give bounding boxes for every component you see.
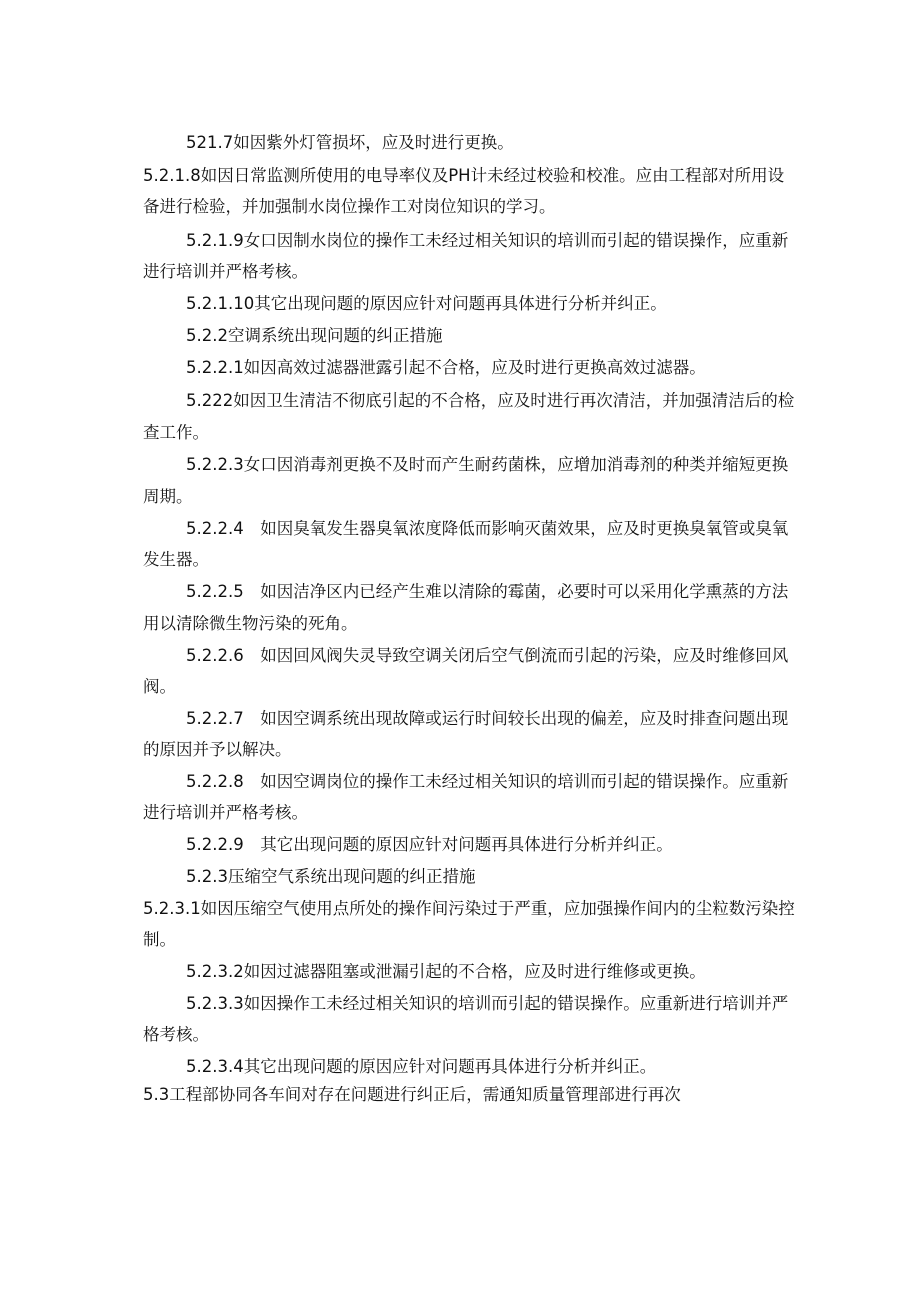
- text-line-5-2-2-5-cont: 用以清除微生物污染的死角。: [143, 614, 358, 633]
- text-line-5-2-2-6-cont: 阀。: [143, 677, 176, 696]
- text-line-5-2-3-1: 5.2.3.1如因压缩空气使用点所处的操作间污染过于严重，应加强操作间内的尘粒数污染控: [143, 899, 795, 918]
- text-line-5-2-2-7-cont: 的原因并予以解决。: [143, 740, 292, 759]
- text-line-5-2-3-3: 5.2.3.3如因操作工未经过相关知识的培训而引起的错误操作。应重新进行培训并严: [186, 994, 789, 1013]
- text-line-5-2-2-2: 5.222如因卫生清洁不彻底引起的不合格，应及时进行再次清洁，并加强清洁后的检: [186, 391, 795, 410]
- text-line-5-2-1-8-cont: 备进行检验，并加强制水岗位操作工对岗位知识的学习。: [143, 197, 556, 216]
- text-line-5-2-2-7: 5.2.2.7 如因空调系统出现故障或运行时间较长出现的偏差，应及时排查问题出现: [186, 709, 789, 728]
- text-line-5-2-1-9: 5.2.1.9女口因制水岗位的操作工未经过相关知识的培训而引起的错误操作，应重新: [186, 231, 789, 250]
- section-heading-5-2-3: 5.2.3压缩空气系统出现问题的纠正措施: [186, 867, 476, 886]
- text-line-5-2-2-6: 5.2.2.6 如因回风阀失灵导致空调关闭后空气倒流而引起的污染，应及时维修回风: [186, 646, 789, 665]
- text-line-5-2-2-8-cont: 进行培训并严格考核。: [143, 803, 308, 822]
- text-line-5-2-2-1: 5.2.2.1如因高效过滤器泄露引起不合格，应及时进行更换高效过滤器。: [186, 358, 706, 377]
- section-heading-5-2-2: 5.2.2空调系统出现问题的纠正措施: [186, 326, 443, 345]
- text-line-5-2-1-8: 5.2.1.8如因日常监测所使用的电导率仪及PH计未经过校验和校准。应由工程部对所用设: [143, 166, 785, 185]
- text-line-5-2-2-3: 5.2.2.3女口因消毒剂更换不及时而产生耐药菌株，应增加消毒剂的种类并缩短更换: [186, 455, 789, 474]
- text-line-5-2-1-10: 5.2.1.10其它出现问题的原因应针对问题再具体进行分析并纠正。: [186, 294, 667, 313]
- text-line-5-2-3-2: 5.2.3.2如因过滤器阻塞或泄漏引起的不合格，应及时进行维修或更换。: [186, 962, 706, 981]
- text-line-5-2-3-3-cont: 格考核。: [143, 1025, 209, 1044]
- text-line-5-2-3-4: 5.2.3.4其它出现问题的原因应针对问题再具体进行分析并纠正。: [186, 1057, 657, 1076]
- text-line-5-2-2-4-cont: 发生器。: [143, 550, 209, 569]
- text-line-5-2-1-9-cont: 进行培训并严格考核。: [143, 262, 308, 281]
- text-line-5-2-2-4: 5.2.2.4 如因臭氧发生器臭氧浓度降低而影响灭菌效果，应及时更换臭氧管或臭氧: [186, 519, 789, 538]
- text-line-5-2-2-9: 5.2.2.9 其它出现问题的原因应针对问题再具体进行分析并纠正。: [186, 835, 673, 854]
- text-line-5-2-2-2-cont: 查工作。: [143, 423, 209, 442]
- text-line-5-2-2-3-cont: 周期。: [143, 487, 193, 506]
- text-line-5-2-2-8: 5.2.2.8 如因空调岗位的操作工未经过相关知识的培训而引起的错误操作。应重新: [186, 772, 789, 791]
- text-line-5-3: 5.3工程部协同各车间对存在问题进行纠正后，需通知质量管理部进行再次: [143, 1085, 681, 1104]
- text-line-5-2-1-7: 521.7如因紫外灯管损坏，应及时进行更换。: [186, 133, 514, 152]
- text-line-5-2-3-1-cont: 制。: [143, 930, 176, 949]
- text-line-5-2-2-5: 5.2.2.5 如因洁净区内已经产生难以清除的霉菌，必要时可以采用化学熏蒸的方法: [186, 582, 789, 601]
